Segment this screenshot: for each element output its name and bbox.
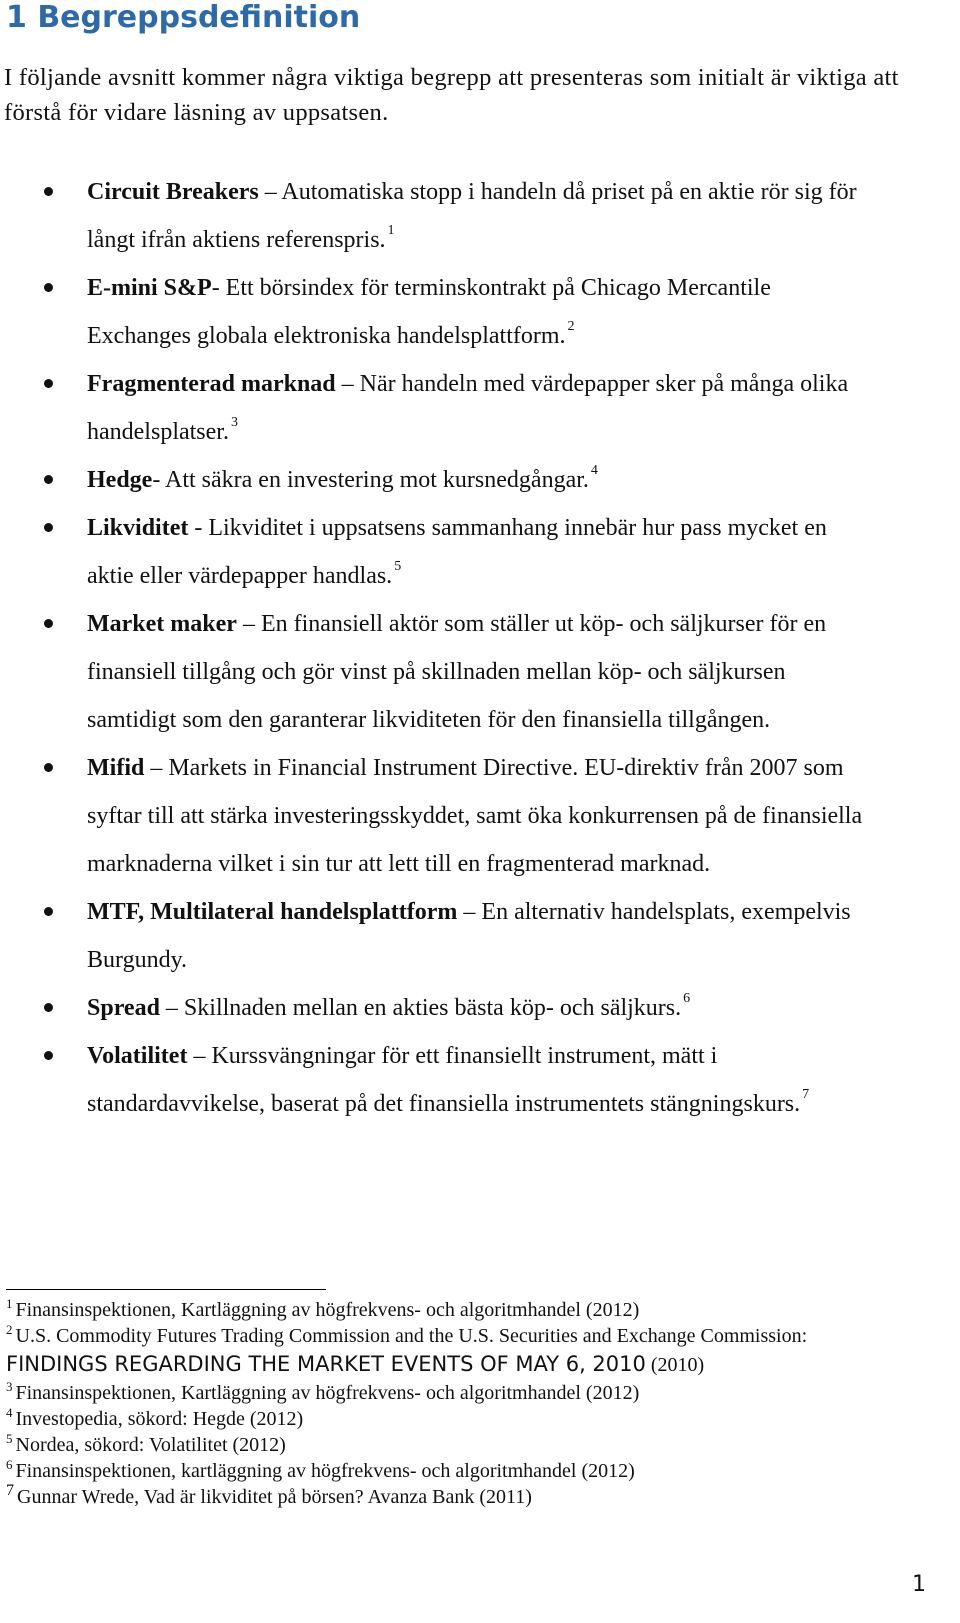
- footnote-number: 4: [6, 1405, 13, 1421]
- definition-item: [0, 984, 873, 1032]
- definition-term: Market maker: [87, 611, 237, 637]
- footnote-text: Finansinspektionen, Kartläggning av högfrekvens- och algoritmhandel (2012): [15, 1382, 640, 1404]
- footnote-ref[interactable]: 4: [590, 463, 598, 478]
- footnote: [6, 1432, 956, 1458]
- definition-term: Circuit Breakers: [87, 179, 259, 205]
- bullet-icon: [44, 475, 53, 484]
- footnote-number: 5: [6, 1431, 13, 1447]
- bullet-icon: [44, 763, 53, 772]
- footnote-text: Gunnar Wrede, Vad är likviditet på börsen? Avanza Bank (2011): [17, 1486, 532, 1508]
- definition-list: [0, 168, 960, 1128]
- footnote-number: 2: [6, 1322, 13, 1338]
- definition-item: [0, 600, 873, 744]
- bullet-icon: [44, 283, 53, 292]
- definition-item: [0, 360, 873, 456]
- definition-item: [0, 504, 873, 600]
- footnote-ref[interactable]: 5: [394, 559, 402, 574]
- section-heading: 1 Begreppsdefinition: [6, 0, 361, 35]
- definition-item: [0, 1032, 873, 1128]
- definition-text: – Skillnaden mellan en akties bästa köp- och säljkurs.: [159, 995, 682, 1021]
- bullet-icon: [44, 523, 53, 532]
- footnote-number: 3: [6, 1379, 13, 1395]
- definition-text: - Likviditet i uppsatsens sammanhang innebär hur pass mycket en aktie eller värdepapper handlas.: [87, 515, 827, 589]
- footnote-text: Finansinspektionen, kartläggning av högfrekvens- och algoritmhandel (2012): [15, 1460, 635, 1482]
- footnote-continuation: [6, 1349, 956, 1380]
- definition-item: [0, 456, 873, 504]
- page-number: 1: [912, 1572, 926, 1597]
- definition-text: – Markets in Financial Instrument Directive. EU-direktiv från 2007 som syftar till att stärka investeringsskyddet, samt öka konkurrensen på de finansiella marknaderna vilket i sin tur att lett till en fragmenterad marknad.: [87, 755, 863, 877]
- definition-text: – Kurssvängningar för ett finansiellt instrument, mätt i standardavvikelse, baserat på det finansiella instrumentets stängningskurs.: [87, 1043, 801, 1117]
- bullet-icon: [44, 1003, 53, 1012]
- footnote-text: U.S. Commodity Futures Trading Commission and the U.S. Securities and Exchange Commission:: [15, 1325, 808, 1347]
- footnote: [6, 1380, 956, 1406]
- footnotes: [6, 1297, 956, 1510]
- footnote-text: (2010): [645, 1354, 705, 1376]
- definition-term: Volatilitet: [87, 1043, 188, 1069]
- definition-text: – En alternativ handelsplats, exempelvis Burgundy.: [87, 899, 851, 973]
- definition-text: – Automatiska stopp i handeln då priset på en aktie rör sig för långt ifrån aktiens referenspris.: [87, 179, 857, 253]
- bullet-icon: [44, 187, 53, 196]
- footnote-ref[interactable]: 6: [683, 991, 691, 1006]
- footnote-separator: [6, 1289, 326, 1290]
- footnote-ref[interactable]: 3: [230, 415, 238, 430]
- bullet-icon: [44, 379, 53, 388]
- definition-text: - Att säkra en investering mot kursnedgångar.: [152, 467, 589, 493]
- footnote-ref[interactable]: 1: [387, 223, 395, 238]
- definition-item: [0, 744, 873, 888]
- definition-item: [0, 168, 873, 264]
- definition-text: – En finansiell aktör som ställer ut köp- och säljkurser för en finansiell tillgång och gör vinst på skillnaden mellan köp- och säljkursen samtidigt som den garanterar likviditeten för den finansiella tillgången.: [87, 611, 827, 733]
- definition-text: – När handeln med värdepapper sker på många olika handelsplatser.: [87, 371, 849, 445]
- footnote-text: Nordea, sökord: Volatilitet (2012): [15, 1434, 286, 1456]
- definition-item: [0, 888, 873, 984]
- footnote-number: 1: [6, 1296, 13, 1312]
- footnote-ref[interactable]: 2: [567, 319, 575, 334]
- intro-paragraph: I följande avsnitt kommer några viktiga begrepp att presenteras som initialt är viktiga att förstå för vidare läsning av uppsatsen.: [4, 64, 899, 126]
- definition-term: Likviditet: [87, 515, 189, 541]
- footnote-number: 6: [6, 1457, 13, 1473]
- footnote-ref[interactable]: 7: [802, 1087, 810, 1102]
- definition-term: MTF, Multilateral handelsplattform: [87, 899, 458, 925]
- bullet-icon: [44, 907, 53, 916]
- bullet-icon: [44, 1051, 53, 1060]
- footnote: [6, 1484, 956, 1510]
- footnote-number: 7: [6, 1482, 14, 1500]
- footnote: [6, 1406, 956, 1432]
- definition-term: Spread: [87, 995, 160, 1021]
- definition-term: E-mini S&P: [87, 275, 212, 301]
- definition-term: Fragmenterad marknad: [87, 371, 336, 397]
- definition-term: Hedge: [87, 467, 153, 493]
- definition-text: - Ett börsindex för terminskontrakt på Chicago Mercantile Exchanges globala elektroniska handelsplattform.: [87, 275, 771, 349]
- definition-item: [0, 264, 873, 360]
- footnote-title: FINDINGS REGARDING THE MARKET EVENTS OF MAY 6, 2010: [6, 1352, 646, 1376]
- footnote-text: Investopedia, sökord: Hegde (2012): [15, 1408, 304, 1430]
- definition-term: Mifid: [87, 755, 145, 781]
- bullet-icon: [44, 619, 53, 628]
- footnote: [6, 1297, 956, 1323]
- footnote: [6, 1323, 956, 1349]
- footnote: [6, 1458, 956, 1484]
- footnote-text: Finansinspektionen, Kartläggning av högfrekvens- och algoritmhandel (2012): [15, 1299, 640, 1321]
